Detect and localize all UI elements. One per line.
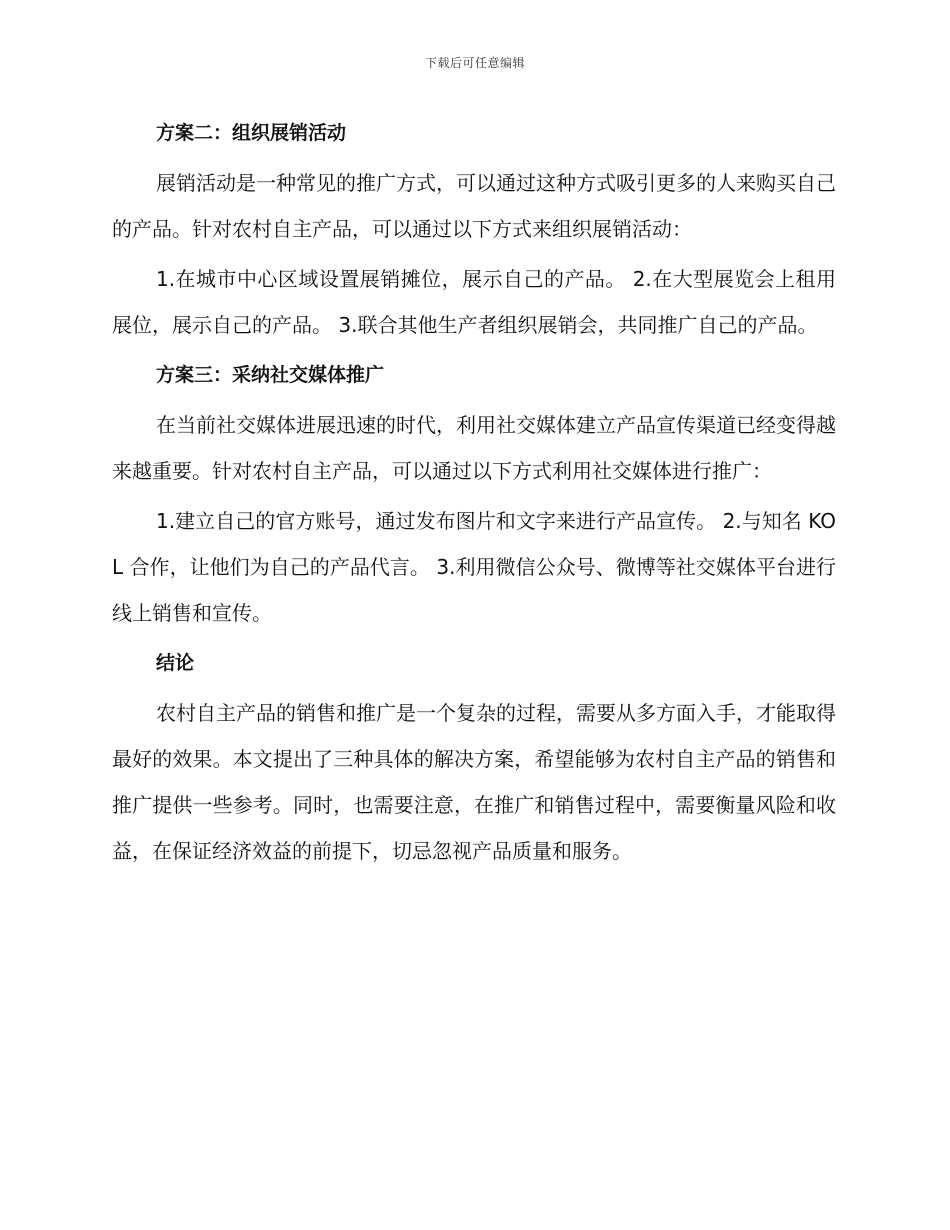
plan3-items-paragraph: 1.建立自己的官方账号，通过发布图片和文字来进行产品宣传。 2.与知名 KOL 合作，让他们为自己的产品代言。 3.利用微信公众号、微博等社交媒体平台进行线上销售和宣传。 bbox=[112, 509, 836, 625]
document-body bbox=[112, 110, 836, 878]
plan2-heading: 方案二：组织展销活动 bbox=[156, 122, 347, 144]
page-header-note: 下载后可任意编辑 bbox=[424, 56, 525, 70]
plan3-intro-paragraph: 在当前社交媒体进展迅速的时代，利用社交媒体建立产品宣传渠道已经变得越来越重要。针对农村自主产品，可以通过以下方式利用社交媒体进行推广： bbox=[112, 413, 836, 483]
conclusion-heading: 结论 bbox=[156, 652, 195, 674]
plan2-items-paragraph: 1.在城市中心区域设置展销摊位，展示自己的产品。 2.在大型展览会上租用展位，展示自己的产品。 3.联合其他生产者组织展销会，共同推广自己的产品。 bbox=[112, 267, 836, 337]
plan2-intro-paragraph: 展销活动是一种常见的推广方式，可以通过这种方式吸引更多的人来购买自己的产品。针对农村自主产品，可以通过以下方式来组织展销活动： bbox=[112, 171, 836, 241]
conclusion-paragraph: 农村自主产品的销售和推广是一个复杂的过程，需要从多方面入手，才能取得最好的效果。本文提出了三种具体的解决方案，希望能够为农村自主产品的销售和推广提供一些参考。同时，也需要注意，在推广和销售过程中，需要衡量风险和收益，在保证经济效益的前提下，切忌忽视产品质量和服务。 bbox=[112, 701, 836, 863]
plan3-heading: 方案三：采纳社交媒体推广 bbox=[156, 364, 385, 386]
